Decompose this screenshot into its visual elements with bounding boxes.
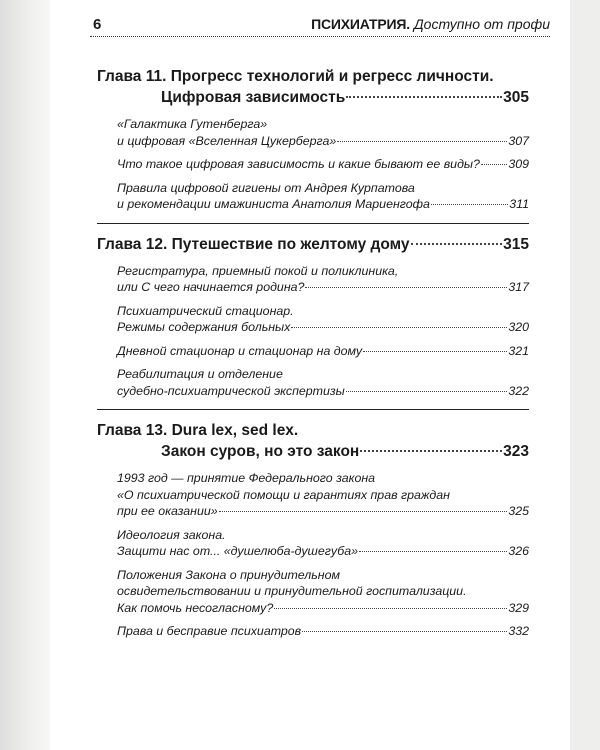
running-title-bold: ПСИХИАТРИЯ. bbox=[311, 16, 410, 32]
entry-line: Положения Закона о принудительном bbox=[117, 567, 340, 582]
chapter-page-number: 305 bbox=[503, 89, 529, 106]
entry-page-number: 307 bbox=[508, 133, 529, 148]
header-dotted-rule bbox=[90, 36, 550, 37]
entry-line: Реабилитация и отделение bbox=[117, 367, 283, 381]
leader-dots bbox=[305, 287, 507, 288]
entry-page-number: 320 bbox=[508, 320, 529, 334]
entry-line: или С чего начинается родина? bbox=[117, 280, 305, 294]
entry-page-number: 309 bbox=[508, 157, 529, 171]
chapter-page-number: 315 bbox=[503, 235, 529, 253]
toc-entry[interactable] bbox=[117, 263, 529, 296]
chapter-divider bbox=[97, 409, 529, 410]
entry-line: судебно-психиатрической экспертизы bbox=[117, 383, 345, 398]
entry-line: 1993 год — принятие Федерального закона bbox=[117, 471, 376, 485]
chapter-divider bbox=[97, 223, 529, 224]
toc-chapter-12[interactable] bbox=[97, 234, 529, 255]
book-gutter-shadow bbox=[0, 0, 50, 750]
entry-line: Режимы содержания больных bbox=[117, 320, 291, 334]
entry-line: Как помочь несогласному? bbox=[117, 600, 274, 615]
running-header bbox=[90, 14, 550, 40]
entry-page-number: 321 bbox=[508, 343, 529, 358]
entry-line: Идеология закона. bbox=[117, 527, 226, 542]
leader-dots bbox=[346, 391, 508, 392]
entry-page-number: 317 bbox=[508, 280, 529, 294]
chapter-title-line: Глава 13. Dura lex, sed lex. bbox=[97, 422, 299, 439]
toc-entry[interactable] bbox=[117, 116, 529, 149]
entry-line: «О психиатрической помощи и гарантиях прав граждан bbox=[117, 487, 450, 502]
entry-line: Правила цифровой гигиены от Андрея Курпатова bbox=[117, 180, 415, 195]
entry-line: и рекомендации имажиниста Анатолия Мариенгофа bbox=[117, 197, 430, 211]
entry-line: и цифровая «Вселенная Цукерберга» bbox=[117, 133, 337, 148]
leader-dots bbox=[411, 243, 503, 245]
entry-page-number: 311 bbox=[509, 197, 529, 211]
toc-entry[interactable] bbox=[117, 303, 529, 336]
leader-dots bbox=[431, 204, 508, 205]
entry-page-number: 322 bbox=[508, 383, 529, 398]
toc-entry[interactable] bbox=[117, 623, 529, 640]
entry-line: «Галактика Гутенберга» bbox=[117, 117, 268, 131]
entry-line: Психиатрический стационар. bbox=[117, 303, 294, 318]
entry-line: при ее оказании» bbox=[117, 504, 218, 518]
leader-dots bbox=[363, 351, 507, 352]
toc-chapter-11[interactable] bbox=[97, 66, 529, 108]
leader-dots bbox=[274, 608, 507, 609]
leader-dots bbox=[359, 551, 507, 552]
chapter-title-line: Цифровая зависимость bbox=[161, 89, 346, 106]
entry-page-number: 325 bbox=[508, 504, 529, 518]
toc-entry[interactable] bbox=[117, 527, 529, 560]
chapter-title-line: Глава 12. Путешествие по желтому дому bbox=[97, 235, 410, 253]
running-title-italic: Доступно от профи bbox=[413, 16, 550, 32]
page-number: 6 bbox=[93, 16, 102, 33]
table-of-contents bbox=[97, 66, 529, 650]
toc-entry[interactable] bbox=[117, 567, 529, 617]
toc-chapter-13[interactable] bbox=[97, 420, 529, 462]
entry-line: освидетельствовании и принудительной госпитализации. bbox=[117, 584, 467, 598]
chapter-page-number: 323 bbox=[503, 443, 529, 460]
running-title bbox=[311, 16, 550, 32]
entry-page-number: 326 bbox=[508, 544, 529, 558]
toc-entry[interactable] bbox=[117, 180, 529, 213]
toc-entry[interactable] bbox=[117, 366, 529, 399]
leader-dots bbox=[360, 450, 502, 452]
leader-dots bbox=[302, 631, 507, 632]
leader-dots bbox=[346, 96, 502, 98]
entry-line: Дневной стационар и стационар на дому bbox=[117, 343, 363, 358]
leader-dots bbox=[219, 511, 508, 512]
chapter-title-line: Закон суров, но это закон bbox=[161, 443, 360, 460]
toc-entry[interactable] bbox=[117, 156, 529, 173]
leader-dots bbox=[337, 141, 507, 142]
toc-entry[interactable] bbox=[117, 343, 529, 360]
entry-page-number: 332 bbox=[508, 624, 529, 638]
leader-dots bbox=[481, 164, 507, 165]
entry-line: Что такое цифровая зависимость и какие бывают ее виды? bbox=[117, 157, 480, 171]
entry-page-number: 329 bbox=[508, 600, 529, 615]
entry-line: Права и бесправие психиатров bbox=[117, 624, 302, 638]
entry-line: Защити нас от... «душелюба-душегуба» bbox=[117, 544, 359, 558]
chapter-title-line: Глава 11. Прогресс технологий и регресс личности. bbox=[97, 68, 494, 85]
toc-entry[interactable] bbox=[117, 470, 529, 520]
entry-line: Регистратура, приемный покой и поликлиника, bbox=[117, 263, 399, 278]
leader-dots bbox=[291, 327, 507, 328]
